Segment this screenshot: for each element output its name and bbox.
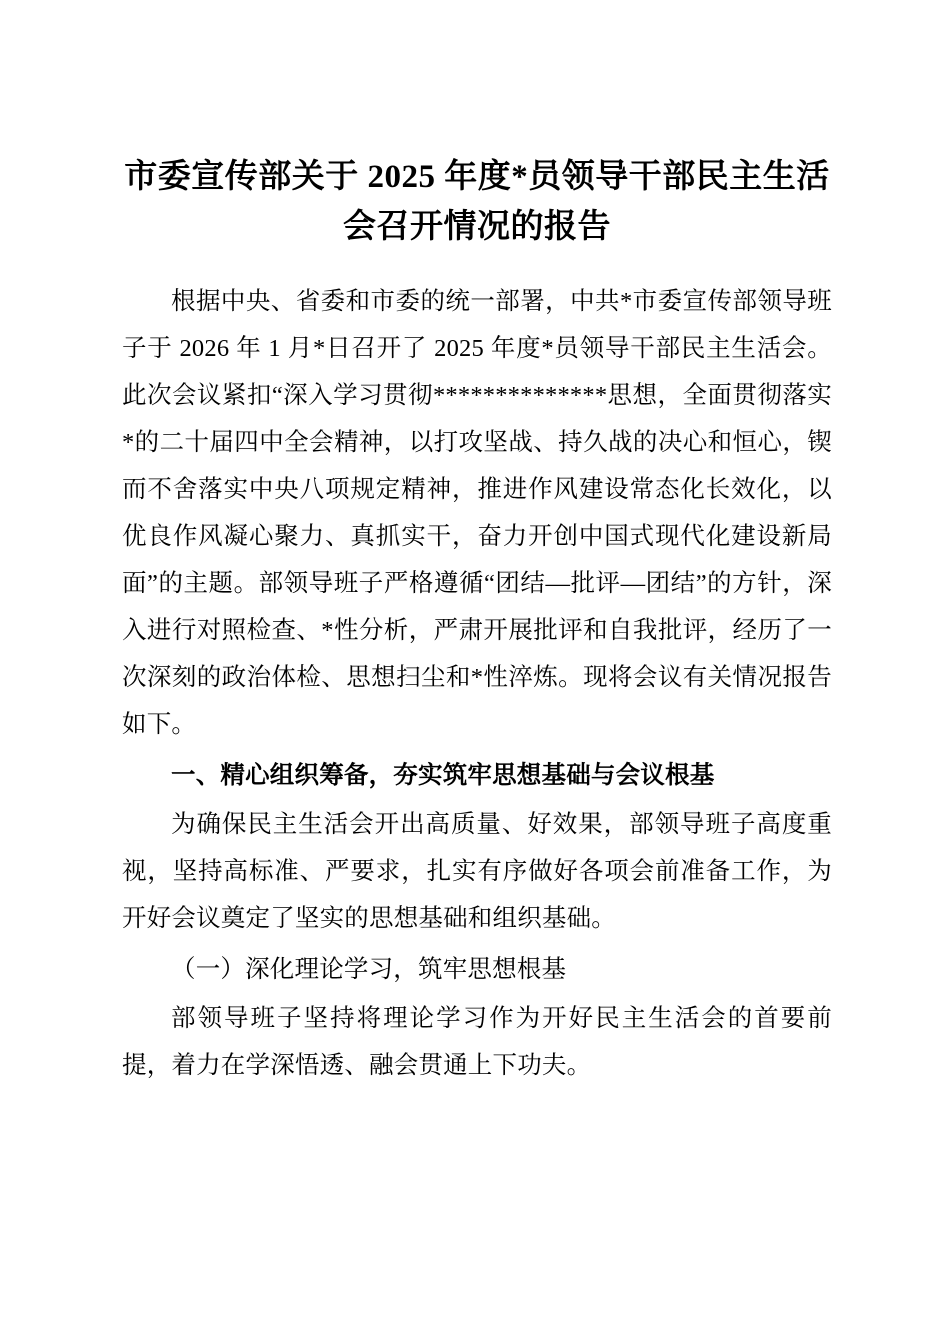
subsection-heading-1-1: （一）深化理论学习，筑牢思想根基 — [171, 956, 567, 983]
paragraph-intro: 根据中央、省委和市委的统一部署，中共*市委宣传部领导班子于 2026 年 1 月*日召开了 2025 年度*员领导干部民主生活会。此次会议紧扣“深入学习贯彻**************思想，全面贯彻落实*的二十届四中全会精神，以打攻坚战、持久战的决心和恒心，锲而不舍落实中央八项规定精神，推进作风建设常态化长效化，以优良作风凝心聚力、真抓实干，奋力开创中国式现代化建设新局面”的主题。部领导班子严格遵循“团结—批评—团结”的方针，深入进行对照检查、*性分析，严肃开展批评和自我批评，经历了一次深刻的政治体检、思想扫尘和*性淬炼。现将会议有关情况报告如下。 — [122, 288, 832, 738]
page-title: 市委宣传部关于 2025 年度*员领导干部民主生活会召开情况的报告 — [124, 159, 830, 245]
subsection-1-1-paragraph-1: 部领导班子坚持将理论学习作为开好民主生活会的首要前提，着力在学深悟透、融会贯通上下功夫。 — [122, 1005, 832, 1079]
section-heading-1: 一、精心组织筹备，夯实筑牢思想基础与会议根基 — [171, 762, 715, 789]
section-1-paragraph-1: 为确保民主生活会开出高质量、好效果，部领导班子高度重视，坚持高标准、严要求，扎实有序做好各项会前准备工作，为开好会议奠定了坚实的思想基础和组织基础。 — [122, 811, 832, 932]
